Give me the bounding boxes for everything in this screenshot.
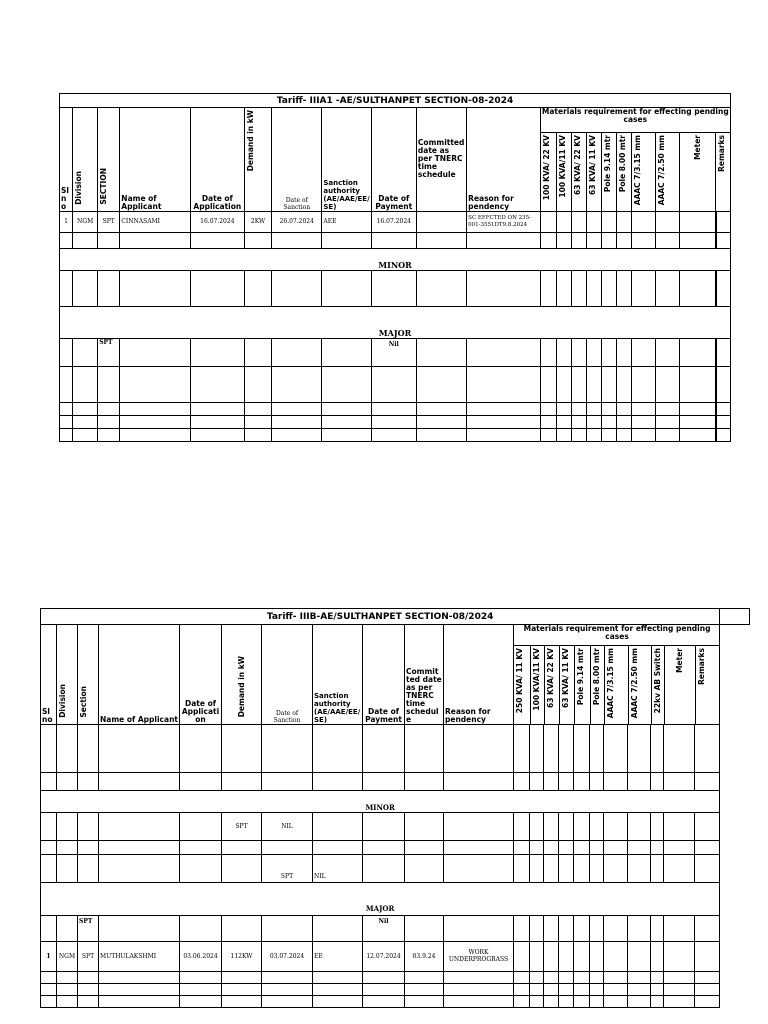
row1-authority: AEE: [322, 211, 371, 232]
mat-col-3: 63 KVA/ 22 KV: [545, 647, 555, 708]
table-row: [60, 428, 731, 441]
minor-section-label: MINOR: [60, 248, 731, 270]
minor-row2-authority: NIL: [313, 854, 363, 882]
table-row: [60, 402, 731, 415]
mat-col-2: 100 KVA/11 KV: [558, 134, 568, 198]
table-row: [60, 211, 731, 232]
mat-col-meter: Meter: [675, 647, 684, 673]
mat-col-1: 100 KVA/ 22 KV: [541, 134, 551, 200]
materials-subheader: [514, 625, 720, 724]
major-row-payment: Nil: [363, 915, 405, 941]
major-section-label: MAJOR: [60, 306, 731, 338]
mat-col-4: 63 KVA/ 11 KV: [588, 134, 598, 195]
table-row: [41, 840, 750, 854]
materials-subheader: [541, 108, 730, 211]
table-row: [41, 772, 750, 790]
row1-division: NGM: [73, 211, 98, 232]
major-row-section: SPT: [98, 338, 120, 366]
row1-date-sanction: 26.07.2024: [272, 211, 322, 232]
table-row: [60, 270, 731, 306]
materials-requirement-header: Materials requirement for effecting pending cases: [514, 625, 720, 645]
row1-division: NGM: [57, 941, 78, 971]
tariff-iiib-table: [40, 608, 750, 1008]
header-reason-for-pendency: Reason for pendency: [467, 108, 540, 212]
header-section: SECTION: [99, 168, 109, 205]
header-sl-no: Sl no: [60, 108, 73, 212]
mat-col-7: AAAC 7/3.15 mm: [605, 647, 615, 718]
table-row: [41, 812, 750, 840]
header-name-of-applicant: Name of Applicant: [120, 108, 190, 212]
header-division: Division: [58, 683, 67, 718]
mat-col-9: 22kv AB Switch: [652, 647, 662, 713]
table-row: [60, 415, 731, 428]
mat-col-3: 63 KVA/ 22 KV: [573, 134, 583, 195]
header-committed-date: Committed date as per TNERC time schedule: [405, 625, 444, 725]
mat-col-2: 100 KVA/11 KV: [531, 647, 541, 711]
row1-committed: 03.9.24: [405, 941, 444, 971]
row1-reason: SC EFFCTED ON 235-001-3551DT9.8.2024: [467, 211, 540, 232]
minor-row2-sanction: SPT: [262, 854, 313, 882]
minor-row1-demand: SPT: [222, 812, 262, 840]
table-row: [41, 724, 750, 772]
table-row: [41, 915, 750, 941]
mat-col-5: Pole 9.14 mtr: [575, 647, 585, 705]
mat-col-7: AAAC 7/3.15 mm: [633, 134, 643, 205]
table2-title: Tariff- IIIB-AE/SULTHANPET SECTION-08/2024: [41, 609, 720, 625]
mat-col-1: 250 KVA/ 11 KV: [515, 647, 524, 713]
row1-date-payment: 16.07.2024: [371, 211, 416, 232]
table-row: [41, 854, 750, 882]
row1-demand: 112KW: [222, 941, 262, 971]
row1-date-sanction: 03.07.2024: [262, 941, 313, 971]
mat-col-6: Pole 8.00 mtr: [591, 647, 601, 705]
mat-col-meter: Meter: [693, 134, 703, 160]
row1-sl: 1: [41, 941, 57, 971]
header-reason-for-pendency: Reason for pendency: [444, 625, 514, 725]
row1-section: SPT: [98, 211, 120, 232]
tariff-iiia1-table: [59, 93, 731, 442]
header-date-of-sanction: Date of Sanction: [272, 108, 322, 212]
mat-col-remarks: Remarks: [717, 134, 727, 172]
mat-col-remarks: Remarks: [696, 647, 706, 685]
header-sanction-authority: Sanction authority (AE/AAE/EE/ SE): [313, 625, 363, 725]
header-date-of-sanction: Date of Sanction: [262, 625, 313, 725]
row1-name: MUTHULAKSHMI: [99, 941, 180, 971]
major-section-label: MAJOR: [41, 882, 720, 915]
row1-committed: [416, 211, 466, 232]
major-row-section: SPT: [78, 915, 99, 941]
header-division: Division: [74, 170, 84, 205]
minor-section-label: MINOR: [41, 790, 720, 812]
table-row: [41, 983, 750, 995]
header-section: Section: [79, 686, 88, 718]
table-row: [60, 366, 731, 402]
mat-col-8: AAAC 7/2.50 mm: [629, 647, 639, 718]
mat-col-6: Pole 8.00 mtr: [618, 134, 628, 192]
header-demand-in-kw: Demand in kW: [245, 110, 255, 172]
table-row: [41, 941, 750, 971]
header-committed-date: Committed date as per TNERC time schedule: [416, 108, 466, 212]
header-date-of-payment: Date of Payment: [363, 625, 405, 725]
table-row: [60, 232, 731, 248]
header-date-of-application: Date of Application: [190, 108, 244, 212]
row1-reason: WORK UNDERPROGRASS: [444, 941, 514, 971]
row1-demand: 2KW: [244, 211, 271, 232]
table-row: [60, 338, 731, 366]
header-date-of-payment: Date of Payment: [371, 108, 416, 212]
header-sanction-authority: Sanction authority (AE/AAE/EE/ SE): [322, 108, 371, 212]
row1-section: SPT: [78, 941, 99, 971]
header-date-of-application: Date of Application: [180, 625, 222, 725]
table-row: [41, 995, 750, 1007]
header-sl-no: Sl no: [41, 625, 57, 725]
mat-col-5: Pole 9.14 mtr: [603, 134, 613, 192]
row1-name: CINNASAMI: [120, 211, 190, 232]
header-demand-in-kw: Demand in kW: [237, 656, 246, 718]
mat-col-8: AAAC 7/2.50 mm: [657, 134, 667, 205]
materials-requirement-header: Materials requirement for effecting pending cases: [541, 108, 730, 132]
row1-sl: 1: [60, 211, 73, 232]
minor-row1-sanction: NIL: [262, 812, 313, 840]
table1-title: Tariff- IIIA1 -AE/SULTHANPET SECTION-08-2024: [60, 94, 731, 108]
header-name-of-applicant: Name of Applicant: [99, 625, 180, 725]
row1-date-payment: 12.07.2024: [363, 941, 405, 971]
major-row-payment: Nil: [371, 338, 416, 366]
row1-authority: EE: [313, 941, 363, 971]
mat-col-4: 63 KVA/ 11 KV: [560, 647, 570, 708]
table-row: [41, 971, 750, 983]
row1-date-application: 16.07.2024: [190, 211, 244, 232]
row1-date-application: 03.06.2024: [180, 941, 222, 971]
